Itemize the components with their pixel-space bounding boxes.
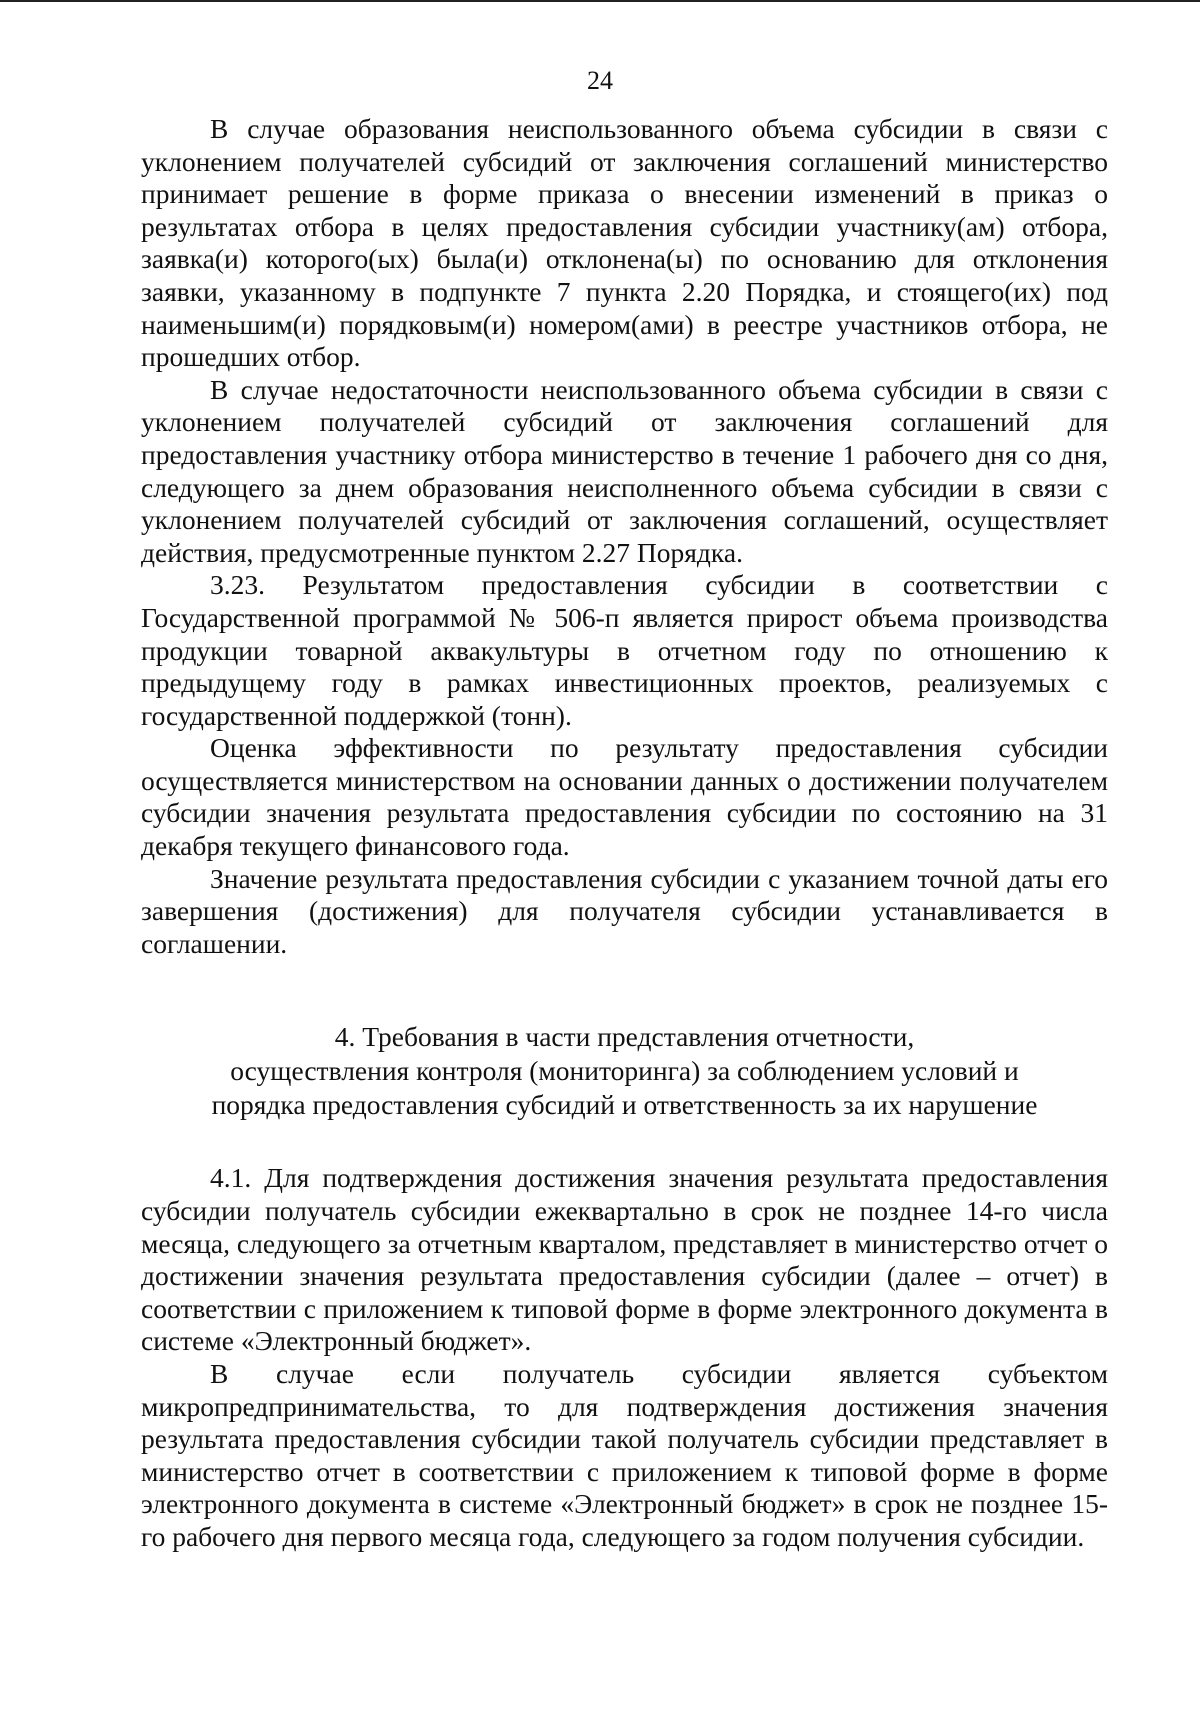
page-number: 24 [587,66,613,95]
paragraph-4-1-reporting: 4.1. Для подтверждения достижения значения результата предоставления субсидии получатель субсидии ежеквартально в срок не позднее 14-го числа месяца, следующего за отчетным кварталом, представляет в министерство отчет о достижении значения результата предоставления субсидии (далее – отчет) в соответствии с приложением к типовой форме в форме электронного документа в системе «Электронный бюджет». [141,1162,1108,1357]
section-heading-line: порядка предоставления субсидий и ответственность за их нарушение [211,1089,1038,1121]
paragraph-micro-enterprise-reporting: В случае если получатель субсидии является субъектом микропредпринимательства, то для подтверждения достижения значения результата предоставления субсидии такой получатель субсидии представляет в министерство отчет в соответствии с приложением к типовой форме в форме электронного документа в системе «Электронный бюджет» в срок не позднее 15-го рабочего дня первого месяца года, следующего за годом получения субсидии. [141,1358,1108,1552]
paragraph-unused-subsidy: В случае образования неиспользованного объема субсидии в связи с уклонением получателей субсидий от заключения соглашений министерство принимает решение в форме приказа о внесении изменений в приказ о результатах отбора в целях предоставления субсидии участнику(ам) отбора, заявка(и) которого(ых) была(и) отклонена(ы) по основанию для отклонения заявки, указанному в подпункте 7 пункта 2.20 Порядка, и стоящего(их) под наименьшим(и) порядковым(и) номером(ами) в реестре участников отбора, не прошедших отбор. [141,113,1108,373]
paragraph-result-value: Значение результата предоставления субсидии с указанием точной даты его завершения (достижения) для получателя субсидии устанавливается в соглашении. [141,862,1108,959]
section-heading-line: 4. Требования в части представления отчетности, [334,1021,915,1053]
top-edge-rule [0,0,1200,2]
paragraph-insufficient-subsidy: В случае недостаточности неиспользованного объема субсидии в связи с уклонением получателей субсидий от заключения соглашений для предоставления участнику отбора министерство в течение 1 рабочего дня со дня, следующего за днем образования неисполненного объема субсидии в связи с уклонением получателей субсидий от заключения соглашений, осуществляет действия, предусмотренные пунктом 2.27 Порядка. [141,373,1108,568]
paragraph-3-23-result: 3.23. Результатом предоставления субсидии в соответствии с Государственной программой № 506-п является прирост объема производства продукции товарной аквакультуры в отчетном году по отношению к предыдущему году в рамках инвестиционных проектов, реализуемых с государственной поддержкой (тонн). [141,569,1108,731]
paragraph-efficiency-assessment: Оценка эффективности по результату предоставления субсидии осуществляется министерством на основании данных о достижении получателем субсидии значения результата предоставления субсидии по состоянию на 31 декабря текущего финансового года. [141,732,1108,862]
section-heading-line: осуществления контроля (мониторинга) за соблюдением условий и [230,1055,1019,1087]
document-body [141,113,1108,1554]
section-heading-4 [141,1020,1108,1122]
